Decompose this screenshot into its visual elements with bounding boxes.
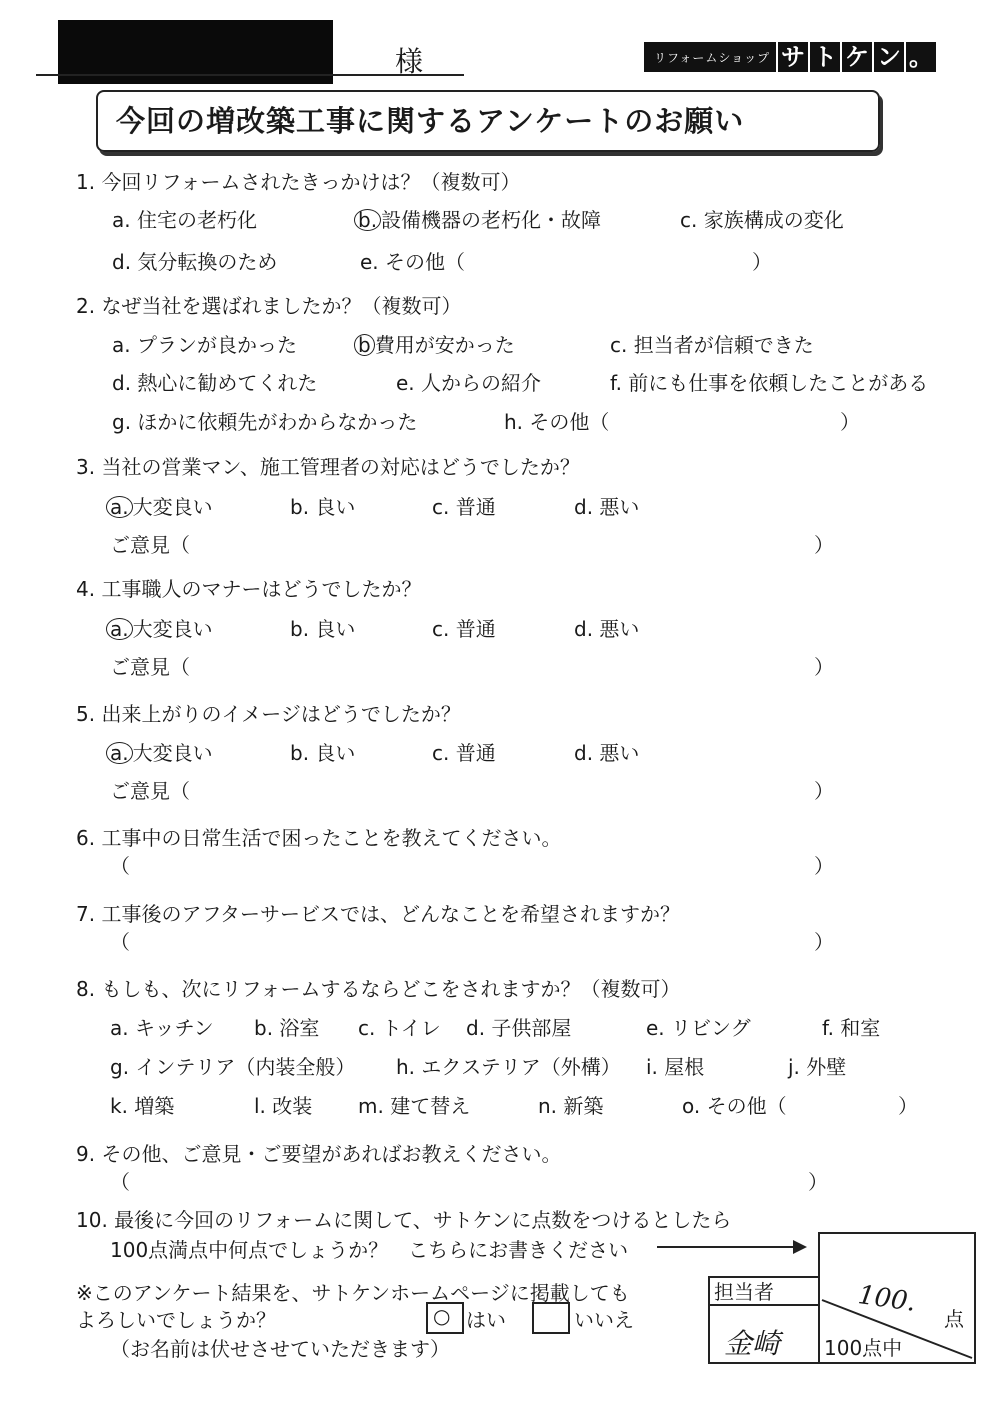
- q4-opinion-label[interactable]: ご意見（: [110, 655, 190, 679]
- q1-option-e-close: ）: [752, 250, 772, 274]
- q8-option-o[interactable]: o. その他（: [682, 1094, 787, 1118]
- q2-option-a[interactable]: a. プランが良かった: [112, 333, 297, 357]
- consent-line1: ※このアンケート結果を、サトケンホームページに掲載しても: [76, 1281, 630, 1305]
- circled-mark: b: [354, 334, 375, 356]
- circled-mark: b.: [354, 209, 381, 231]
- q2-option-f[interactable]: f. 前にも仕事を依頼したことがある: [610, 371, 929, 395]
- q8-option-h[interactable]: h. エクステリア（外構）: [396, 1055, 621, 1079]
- q8-option-d[interactable]: d. 子供部屋: [466, 1016, 572, 1040]
- q4-option-a-label: 大変良い: [132, 617, 213, 641]
- q2-option-e[interactable]: e. 人からの紹介: [396, 371, 542, 395]
- q8-option-n[interactable]: n. 新築: [538, 1094, 604, 1118]
- brand-logo: [644, 42, 936, 72]
- q5-option-d[interactable]: d. 悪い: [574, 741, 640, 765]
- score-of-label: 100点中: [824, 1336, 903, 1360]
- q1-option-b[interactable]: [354, 208, 601, 232]
- brand-char: ケ: [840, 42, 872, 72]
- q2-option-c[interactable]: c. 担当者が信頼できた: [610, 333, 814, 357]
- page-title: 今回の増改築工事に関するアンケートのお願い: [116, 104, 745, 138]
- q6-answer-close: ）: [814, 854, 834, 878]
- q3-option-c[interactable]: c. 普通: [432, 495, 496, 519]
- q2-question: 2. なぜ当社を選ばれましたか？（複数可）: [76, 294, 462, 318]
- brand-char: ン: [872, 42, 904, 72]
- q3-option-b[interactable]: b. 良い: [290, 495, 356, 519]
- q5-opinion-close: ）: [814, 779, 834, 803]
- brand-char: 。: [904, 42, 936, 72]
- score-value: 100.: [856, 1280, 918, 1318]
- q1-option-c[interactable]: c. 家族構成の変化: [680, 208, 844, 232]
- brand-name: [776, 42, 936, 72]
- q8-option-k[interactable]: k. 増築: [110, 1094, 175, 1118]
- q10-instruction: 100点満点中何点でしょうか？ こちらにお書きください: [110, 1238, 629, 1262]
- staff-label: 担当者: [714, 1280, 774, 1304]
- q4-opinion-close: ）: [814, 655, 834, 679]
- q7-question: 7. 工事後のアフターサービスでは、どんなことを希望されますか？: [76, 902, 681, 926]
- q5-option-a[interactable]: [106, 741, 213, 765]
- q8-option-f[interactable]: f. 和室: [822, 1016, 881, 1040]
- q7-answer-open[interactable]: （: [110, 930, 130, 954]
- q8-option-e[interactable]: e. リビング: [646, 1016, 751, 1040]
- q1-option-d[interactable]: d. 気分転換のため: [112, 250, 278, 274]
- consent-no-checkbox[interactable]: [532, 1302, 570, 1334]
- q8-option-o-close: ）: [898, 1094, 918, 1118]
- q8-option-l[interactable]: l. 改装: [254, 1094, 313, 1118]
- q5-option-b[interactable]: b. 良い: [290, 741, 356, 765]
- score-unit: 点: [944, 1307, 964, 1331]
- q8-option-b[interactable]: b. 浴室: [254, 1016, 320, 1040]
- circled-mark: a.: [106, 496, 133, 518]
- brand-char: サ: [776, 42, 808, 72]
- brand-small-text: リフォームショップ: [654, 50, 771, 65]
- q4-question: 4. 工事職人のマナーはどうでしたか？: [76, 577, 422, 601]
- q6-answer-open[interactable]: （: [110, 854, 130, 878]
- q3-option-d[interactable]: d. 悪い: [574, 495, 640, 519]
- q8-option-m[interactable]: m. 建て替え: [358, 1094, 471, 1118]
- q10-question: 10. 最後に今回のリフォームに関して、サトケンに点数をつけるとしたら: [76, 1208, 732, 1232]
- yes-mark: ○: [433, 1304, 451, 1328]
- consent-note: （お名前は伏せさせていただきます）: [110, 1337, 450, 1361]
- q3-option-a-label: 大変良い: [132, 495, 213, 519]
- q8-option-c[interactable]: c. トイレ: [358, 1016, 441, 1040]
- arrow-right-icon: [657, 1246, 797, 1248]
- q5-opinion-label[interactable]: ご意見（: [110, 779, 190, 803]
- circled-mark: a.: [106, 618, 133, 640]
- q1-option-b-label: 設備機器の老朽化・故障: [381, 208, 602, 232]
- q4-option-d[interactable]: d. 悪い: [574, 617, 640, 641]
- q3-option-a[interactable]: [106, 495, 213, 519]
- q6-question: 6. 工事中の日常生活で困ったことを教えてください。: [76, 826, 562, 850]
- consent-line2: よろしいでしょうか？: [76, 1308, 276, 1332]
- q2-option-b-label: 費用が安かった: [374, 333, 515, 357]
- q2-option-h-close: ）: [840, 410, 860, 434]
- q1-option-e[interactable]: e. その他（: [360, 250, 466, 274]
- q1-option-a[interactable]: a. 住宅の老朽化: [112, 208, 257, 232]
- q5-option-c[interactable]: c. 普通: [432, 741, 496, 765]
- circled-mark: a.: [106, 742, 133, 764]
- q3-question: 3. 当社の営業マン、施工管理者の対応はどうでしたか？: [76, 455, 580, 479]
- q8-option-a[interactable]: a. キッチン: [110, 1016, 214, 1040]
- q9-answer-open[interactable]: （: [110, 1170, 130, 1194]
- q8-question: 8. もしも、次にリフォームするならどこをされますか？（複数可）: [76, 977, 681, 1001]
- q2-option-d[interactable]: d. 熱心に勧めてくれた: [112, 371, 318, 395]
- brand-char: ト: [808, 42, 840, 72]
- consent-no-label: いいえ: [574, 1308, 634, 1332]
- q9-answer-close: ）: [808, 1170, 828, 1194]
- q7-answer-close: ）: [814, 930, 834, 954]
- q4-option-c[interactable]: c. 普通: [432, 617, 496, 641]
- q3-opinion-close: ）: [814, 533, 834, 557]
- staff-signature: 金崎: [724, 1327, 781, 1360]
- q8-option-i[interactable]: i. 屋根: [646, 1055, 705, 1079]
- q8-option-g[interactable]: g. インテリア（内装全般）: [110, 1055, 356, 1079]
- q5-question: 5. 出来上がりのイメージはどうでしたか？: [76, 702, 461, 726]
- q3-opinion-label[interactable]: ご意見（: [110, 533, 190, 557]
- arrow-head-icon: [793, 1240, 807, 1254]
- consent-yes-label: はい: [466, 1308, 506, 1332]
- q1-question: 1. 今回リフォームされたきっかけは？（複数可）: [76, 170, 521, 194]
- q2-option-h[interactable]: h. その他（: [504, 410, 610, 434]
- staff-box-divider: [708, 1304, 818, 1306]
- q4-option-a[interactable]: [106, 617, 213, 641]
- q8-option-j[interactable]: j. 外壁: [788, 1055, 847, 1079]
- q4-option-b[interactable]: b. 良い: [290, 617, 356, 641]
- q2-option-b[interactable]: [354, 333, 515, 357]
- q9-question: 9. その他、ご意見・ご要望があればお教えください。: [76, 1142, 562, 1166]
- honorific-sama: 様: [395, 45, 424, 78]
- q5-option-a-label: 大変良い: [132, 741, 213, 765]
- q2-option-g[interactable]: g. ほかに依頼先がわからなかった: [112, 410, 418, 434]
